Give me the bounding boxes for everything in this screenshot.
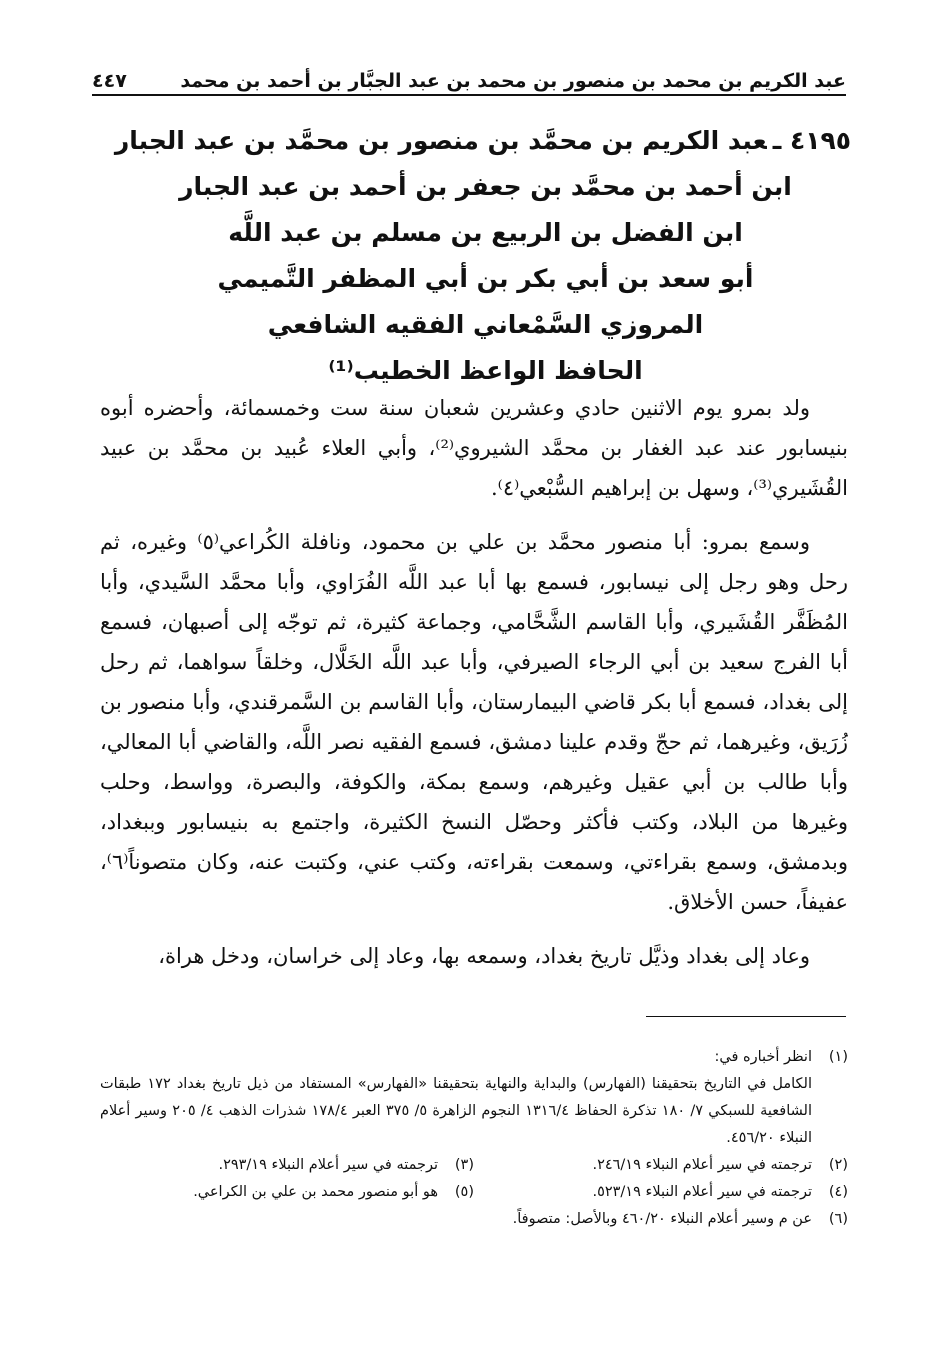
footnote-pair-2-3	[100, 1152, 848, 1179]
footnote-text: عن م وسير أعلام النبلاء ٤٦٠/٢٠ وبالأصل: متصوفاً.	[512, 1211, 812, 1227]
footnote-1-body: الكامل في التاريخ بتحقيقنا (الفهارس) والبداية والنهاية بتحقيقنا «الفهارس» المستفاد من ذيل تاريخ بغداد ١٧٢ طبقات الشافعية للسبكي ٧/ ١٨٠ تذكرة الحفاظ ١٣١٦/٤ النجوم الزاهرة ٥/ ٣٧٥ العبر ١٧٨/٤ شذرات الذهب ٤/ ٢٠٥ وسير أعلام النبلاء ٤٥٦/٢٠.	[100, 1076, 812, 1146]
running-title: عبد الكريم بن محمد بن منصور بن محمد بن عبد الجبَّار بن أحمد بن محمد	[180, 70, 846, 92]
footnote-4	[474, 1179, 848, 1206]
entry-heading-line-1	[114, 118, 851, 164]
page-number: ٤٤٧	[92, 70, 127, 92]
entry-heading-line-3: ابن الفضل بن الربيع بن مسلم بن عبد اللَّه	[228, 218, 743, 247]
paragraph-birth: ولد بمرو يوم الاثنين حادي وعشرين شعبان سنة ست وخمسمائة، وأحضره أبوه بنيسابور عند عبد الغفار بن محمَّد الشيروي⁽²⁾، وأبي العلاء عُبيد بن محمَّد بن عبيد القُشَيري⁽³⁾، وسهل بن إبراهيم السُّبْعي⁽٤⁾.	[100, 396, 848, 500]
footnote-divider	[646, 1016, 846, 1017]
footnote-number: (٥)	[454, 1184, 474, 1200]
footnote-number: (٤)	[828, 1184, 848, 1200]
footnote-number: (٢)	[828, 1157, 848, 1173]
footnote-pair-4-5	[100, 1179, 848, 1206]
paragraph-studies: وسمع بمرو: أبا منصور محمَّد بن علي بن محمود، ونافلة الكُراعي⁽٥⁾ وغيره، ثم رحل وهو رجل إلى نيسابور، فسمع بها أبا عبد اللَّه الفُرَاوي، وأبا محمَّد السَّيدي، وأبا المُظَفَّر القُشَيري، وأبا القاسم الشَّحَّامي، وجماعة كثيرة، ثم توجّه إلى أصبهان، فسمع أبا الفرج سعيد بن أبي الرجاء الصيرفي، وأبا عبد اللَّه الخَلَّال، وخلقاً سواهما، ثم رحل إلى بغداد، فسمع أبا بكر قاضي البيمارستان، وأبا القاسم بن السَّمرقندي، وأبا منصور بن زُرَيق، وغيرهما، ثم حجّ وقدم علينا دمشق، فسمع الفقيه نصر اللَّه، والقاضي أبا المعالي، وأبا طالب بن أبي عقيل وغيرهم، وسمع بمكة، والكوفة، والبصرة، وواسط، وحلب وغيرها من البلاد، وكتب فأكثر وحصّل النسخ الكثيرة، واجتمع به بنيسابور وببغداد، وبدمشق، وسمع بقراءتي، وسمعت بقراءته، وكتب عني، وكتبت عنه، وكان متصوناً⁽٦⁾، عفيفاً، حسن الأخلاق.	[100, 530, 848, 914]
footnote-text: ترجمته في سير أعلام النبلاء ٥٢٣/١٩.	[592, 1184, 812, 1200]
entry-heading-text: عبد الكريم بن محمَّد بن منصور بن محمَّد بن عبد الجبار	[114, 126, 767, 155]
footnote-text: ترجمته في سير أعلام النبلاء ٢٤٦/١٩.	[592, 1157, 812, 1173]
entry-heading-line-2: ابن أحمد بن محمَّد بن جعفر بن أحمد بن عبد الجبار	[179, 172, 792, 201]
footnotes	[100, 1044, 848, 1233]
entry-number: ٤١٩٥ ـ	[772, 126, 851, 155]
entry-heading-line-4: أبو سعد بن أبي بكر بن أبي المظفر التَّميمي	[217, 264, 754, 293]
footnote-1	[100, 1044, 848, 1071]
footnote-number: (٦)	[828, 1211, 848, 1227]
footnote-2	[474, 1152, 848, 1179]
footnote-text: ترجمته في سير أعلام النبلاء ٢٩٣/١٩.	[218, 1157, 438, 1173]
footnote-number: (١)	[828, 1049, 848, 1065]
footnote-text: انظر أخباره في:	[714, 1049, 812, 1065]
paragraph-return: وعاد إلى بغداد وذيَّل تاريخ بغداد، وسمعه بها، وعاد إلى خراسان، ودخل هراة،	[158, 944, 810, 968]
footnote-text: هو أبو منصور محمد بن علي بن الكراعي.	[193, 1184, 438, 1200]
entry-heading	[114, 118, 851, 394]
footnote-6	[100, 1206, 848, 1233]
footnote-number: (٣)	[454, 1157, 474, 1173]
body-text	[100, 388, 848, 990]
running-header	[92, 58, 846, 96]
entry-heading-line-6: الحافظ الواعظ الخطيب⁽¹⁾	[328, 356, 643, 385]
footnote-3	[100, 1152, 474, 1179]
footnote-5	[100, 1179, 474, 1206]
entry-heading-line-5: المروزي السَّمْعاني الفقيه الشافعي	[267, 310, 704, 339]
